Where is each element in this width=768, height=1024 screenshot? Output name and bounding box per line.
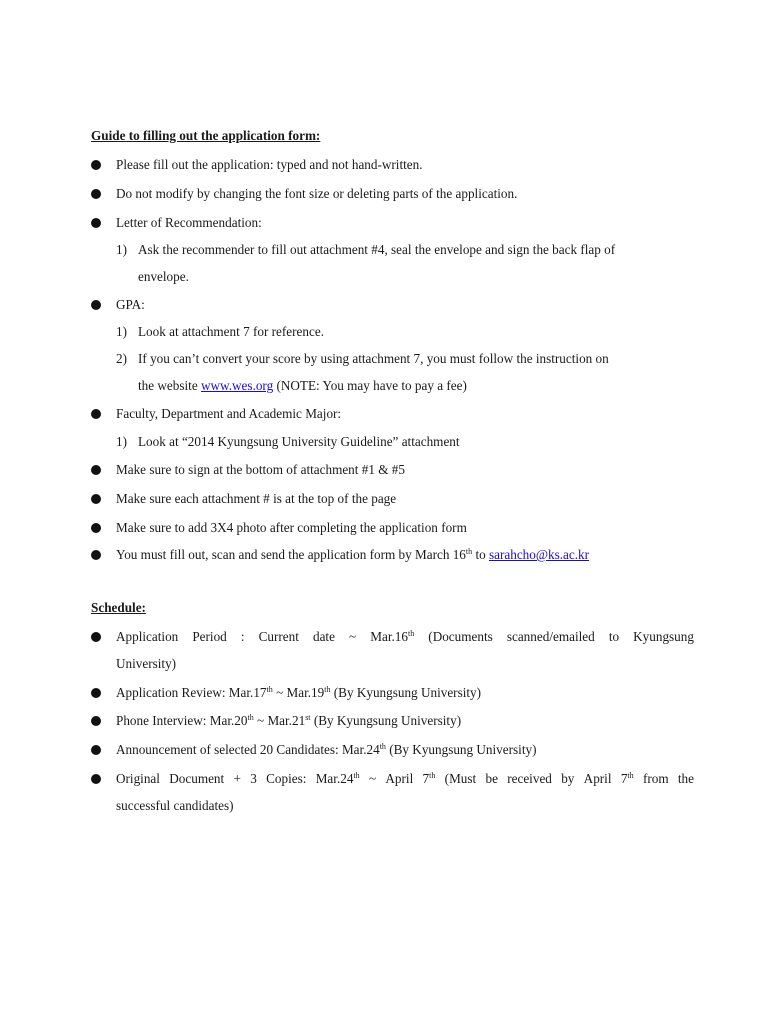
superscript: th (266, 685, 273, 694)
schedule-application-period-line1 (116, 629, 694, 645)
bullet-icon (91, 465, 101, 475)
word: be (485, 771, 498, 786)
word: Copies: (266, 771, 307, 786)
bullet-icon (91, 523, 101, 533)
word: (Must (444, 771, 477, 786)
word: scanned/emailed (506, 629, 595, 644)
text: You must fill out, scan and send the application form by March 16 (116, 547, 466, 562)
gpa-step-1: Look at attachment 7 for reference. (138, 324, 324, 339)
bullet-icon (91, 745, 101, 755)
word: + (233, 771, 241, 786)
text: Application Review: Mar.17 (116, 685, 267, 700)
faculty-step-1: Look at “2014 Kyungsung University Guideline” attachment (138, 434, 460, 449)
text: to (472, 547, 489, 562)
word: date (312, 629, 335, 644)
list-number: 2) (116, 351, 127, 366)
list-number: 1) (116, 324, 127, 339)
gpa-step-2-line1: If you can’t convert your score by using attachment 7, you must follow the instruction on (138, 351, 609, 366)
word: Mar.16th (370, 629, 415, 644)
bullet-icon (91, 632, 101, 642)
word: the (677, 771, 694, 786)
recommendation-step-line2: envelope. (138, 269, 189, 284)
superscript: th (247, 713, 254, 722)
bullet-icon (91, 409, 101, 419)
schedule-application-review (116, 685, 481, 701)
text: the website (138, 378, 201, 393)
guide-item-sign: Make sure to sign at the bottom of attachment #1 & #5 (116, 462, 405, 477)
bullet-icon (91, 774, 101, 784)
schedule-announcement (116, 742, 536, 758)
guide-item-no-modify: Do not modify by changing the font size or deleting parts of the application. (116, 186, 518, 201)
word: to (608, 629, 620, 644)
text: (By Kyungsung University) (330, 685, 482, 700)
superscript: th (379, 742, 386, 751)
word: 3 (250, 771, 257, 786)
bullet-icon (91, 550, 101, 560)
word: Document (169, 771, 225, 786)
word: 7th (422, 771, 436, 786)
recommendation-step-line1: Ask the recommender to fill out attachment #4, seal the envelope and sign the back flap of (138, 242, 616, 257)
word: ~ (349, 629, 357, 644)
bullet-icon (91, 688, 101, 698)
superscript: th (465, 547, 473, 556)
bullet-icon (91, 494, 101, 504)
guide-item-typed: Please fill out the application: typed and not hand-written. (116, 157, 423, 172)
word: ~ (368, 771, 377, 786)
schedule-original-document-line2: successful candidates) (116, 798, 234, 813)
text: ~ Mar.19 (272, 685, 325, 700)
word: Application (116, 629, 179, 644)
bullet-icon (91, 218, 101, 228)
guide-item-attachment-number: Make sure each attachment # is at the top of the page (116, 491, 397, 506)
guide-item-photo: Make sure to add 3X4 photo after completing the application form (116, 520, 467, 535)
schedule-original-document-line1 (116, 771, 694, 787)
guide-item-deadline (116, 547, 589, 563)
list-number: 1) (116, 242, 127, 257)
schedule-phone-interview (116, 713, 461, 729)
word: Period (192, 629, 227, 644)
text: (By Kyungsung University) (385, 742, 537, 757)
word: received (507, 771, 552, 786)
bullet-icon (91, 716, 101, 726)
text: Announcement of selected 20 Candidates: Mar.24 (116, 742, 380, 757)
word: April (385, 771, 414, 786)
bullet-icon (91, 160, 101, 170)
word: (Documents (428, 629, 493, 644)
bullet-icon (91, 300, 101, 310)
word: : (240, 629, 245, 644)
text: Phone Interview: Mar.20 (116, 713, 248, 728)
word: Mar.24th (315, 771, 360, 786)
guide-item-faculty: Faculty, Department and Academic Major: (116, 406, 342, 421)
list-number: 1) (116, 434, 127, 449)
schedule-heading: Schedule: (91, 600, 146, 615)
bullet-icon (91, 189, 101, 199)
wes-link[interactable]: www.wes.org (201, 378, 274, 393)
schedule-application-period-line2: University) (116, 656, 177, 671)
word: Kyungsung (633, 629, 694, 644)
word: Original (116, 771, 160, 786)
guide-heading: Guide to filling out the application form: (91, 128, 321, 143)
superscript: th (324, 685, 331, 694)
word: from (642, 771, 669, 786)
email-link[interactable]: sarahcho@ks.ac.kr (489, 547, 590, 562)
text: ~ Mar.21 (253, 713, 306, 728)
word: April (583, 771, 612, 786)
superscript: st (305, 713, 311, 722)
text: (NOTE: You may have to pay a fee) (273, 378, 467, 393)
word: Current (258, 629, 299, 644)
word: 7th (620, 771, 634, 786)
guide-item-recommendation: Letter of Recommendation: (116, 215, 262, 230)
word: by (561, 771, 575, 786)
guide-item-gpa: GPA: (116, 297, 145, 312)
gpa-step-2-line2 (138, 378, 467, 394)
text: (By Kyungsung University) (310, 713, 462, 728)
